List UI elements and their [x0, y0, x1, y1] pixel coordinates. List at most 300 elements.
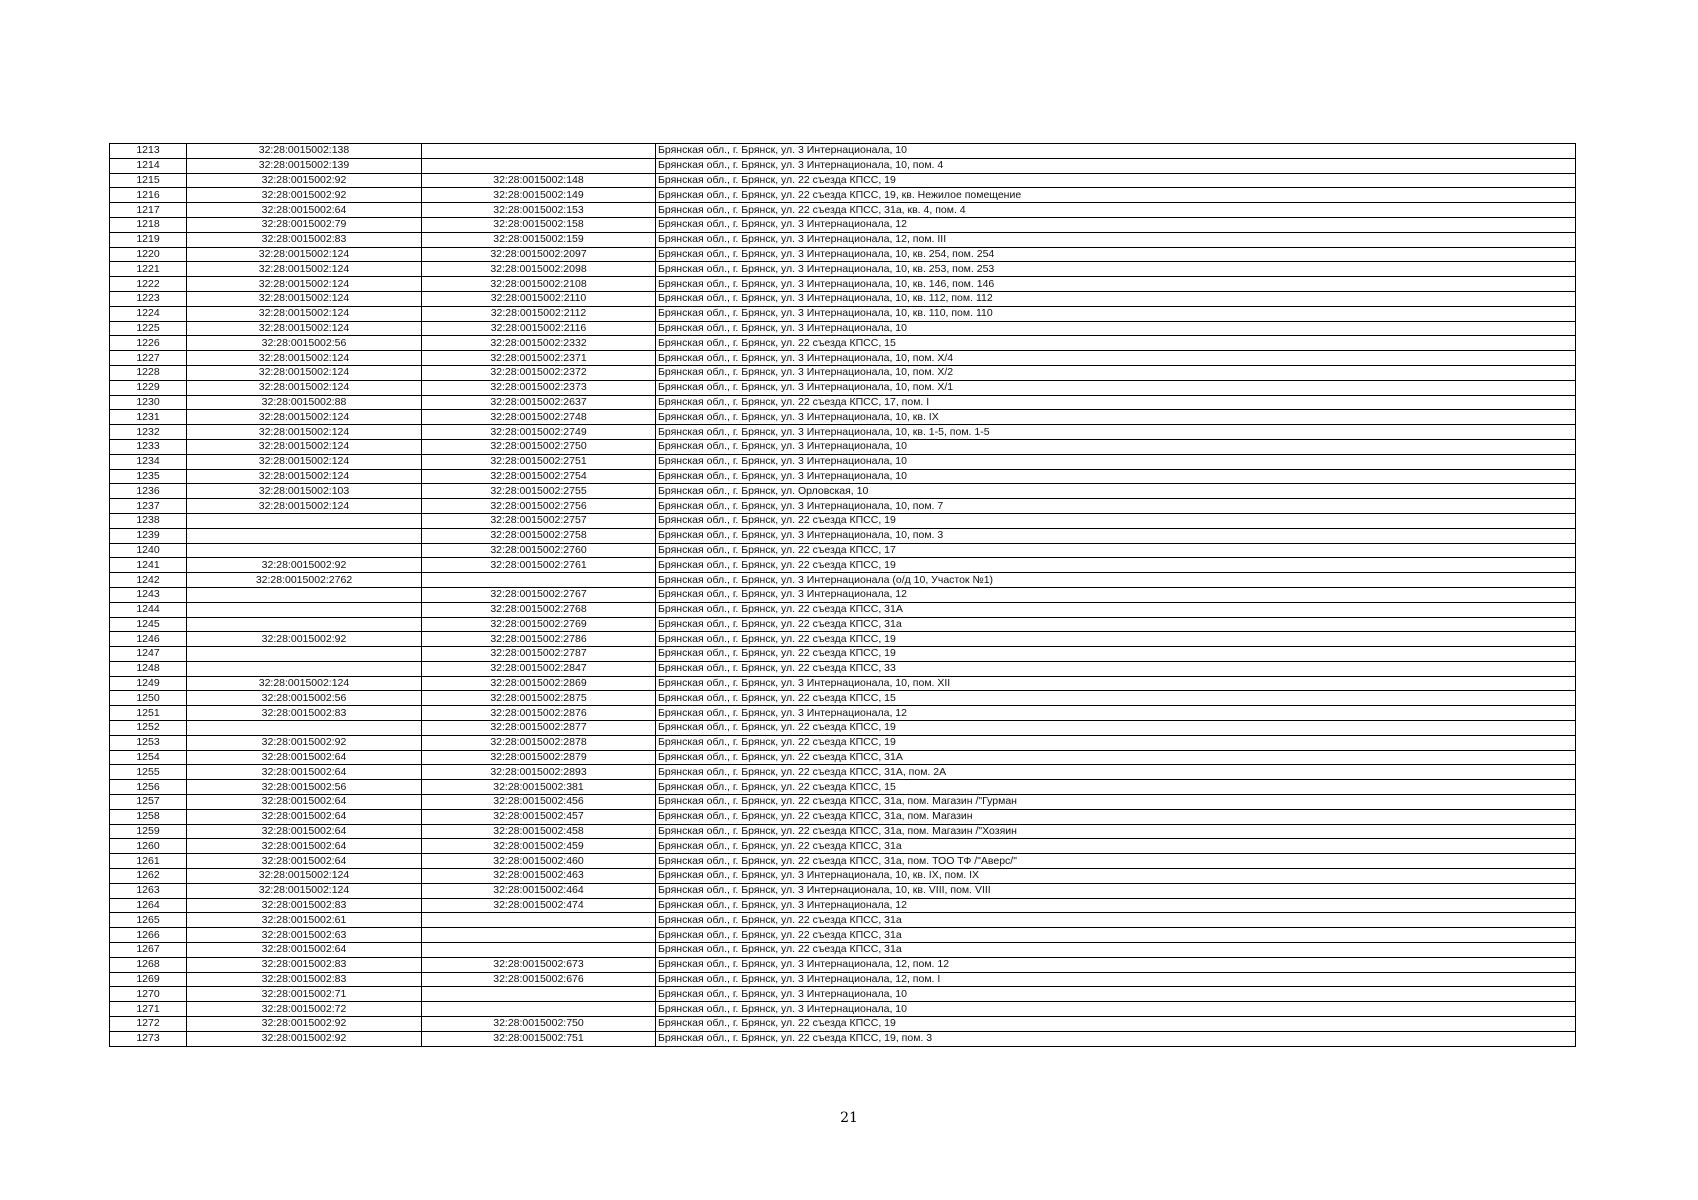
- object-cadastral-number-cell: 32:28:0015002:2332: [422, 336, 656, 351]
- land-cadastral-number-cell: 32:28:0015002:124: [187, 277, 422, 292]
- object-cadastral-number-cell: 32:28:0015002:460: [422, 854, 656, 869]
- row-number-cell: 1271: [110, 1002, 187, 1017]
- row-number-cell: 1272: [110, 1017, 187, 1032]
- address-cell: Брянская обл., г. Брянск, ул. 22 съезда КПСС, 31А: [656, 602, 1576, 617]
- table-row: [110, 676, 1576, 691]
- row-number-cell: 1248: [110, 661, 187, 676]
- row-number-cell: 1229: [110, 380, 187, 395]
- address-cell: Брянская обл., г. Брянск, ул. 3 Интернационала, 10, кв. 1-5, пом. 1-5: [656, 425, 1576, 440]
- address-cell: Брянская обл., г. Брянск, ул. 22 съезда КПСС, 17: [656, 543, 1576, 558]
- land-cadastral-number-cell: 32:28:0015002:124: [187, 869, 422, 884]
- object-cadastral-number-cell: 32:28:0015002:2758: [422, 528, 656, 543]
- row-number-cell: 1222: [110, 277, 187, 292]
- table-row: [110, 499, 1576, 514]
- table-row: [110, 795, 1576, 810]
- address-cell: Брянская обл., г. Брянск, ул. 3 Интернационала, 10, пом. Х/1: [656, 380, 1576, 395]
- address-cell: Брянская обл., г. Брянск, ул. 3 Интернационала, 10, кв. IX, пом. IX: [656, 869, 1576, 884]
- row-number-cell: 1247: [110, 647, 187, 662]
- object-cadastral-number-cell: 32:28:0015002:2754: [422, 469, 656, 484]
- object-cadastral-number-cell: 32:28:0015002:2755: [422, 484, 656, 499]
- land-cadastral-number-cell: 32:28:0015002:92: [187, 1017, 422, 1032]
- table-row: [110, 558, 1576, 573]
- object-cadastral-number-cell: [422, 928, 656, 943]
- land-cadastral-number-cell: 32:28:0015002:64: [187, 824, 422, 839]
- land-cadastral-number-cell: 32:28:0015002:124: [187, 380, 422, 395]
- land-cadastral-number-cell: 32:28:0015002:56: [187, 780, 422, 795]
- object-cadastral-number-cell: 32:28:0015002:2757: [422, 513, 656, 528]
- address-cell: Брянская обл., г. Брянск, ул. 22 съезда КПСС, 17, пом. I: [656, 395, 1576, 410]
- table-row: [110, 543, 1576, 558]
- object-cadastral-number-cell: [422, 987, 656, 1002]
- land-cadastral-number-cell: 32:28:0015002:124: [187, 454, 422, 469]
- land-cadastral-number-cell: [187, 647, 422, 662]
- row-number-cell: 1219: [110, 232, 187, 247]
- table-row: [110, 469, 1576, 484]
- registry-table: [109, 143, 1576, 1047]
- row-number-cell: 1260: [110, 839, 187, 854]
- row-number-cell: 1257: [110, 795, 187, 810]
- address-cell: Брянская обл., г. Брянск, ул. 22 съезда КПСС, 31А: [656, 750, 1576, 765]
- land-cadastral-number-cell: 32:28:0015002:88: [187, 395, 422, 410]
- table-row: [110, 765, 1576, 780]
- land-cadastral-number-cell: 32:28:0015002:92: [187, 735, 422, 750]
- address-cell: Брянская обл., г. Брянск, ул. 22 съезда КПСС, 31а, пом. Магазин /"Хозяин: [656, 824, 1576, 839]
- row-number-cell: 1231: [110, 410, 187, 425]
- table-row: [110, 365, 1576, 380]
- address-cell: Брянская обл., г. Брянск, ул. 22 съезда КПСС, 31а: [656, 943, 1576, 958]
- row-number-cell: 1252: [110, 721, 187, 736]
- object-cadastral-number-cell: 32:28:0015002:459: [422, 839, 656, 854]
- address-cell: Брянская обл., г. Брянск, ул. 3 Интернационала, 10, кв. 253, пом. 253: [656, 262, 1576, 277]
- land-cadastral-number-cell: 32:28:0015002:124: [187, 351, 422, 366]
- row-number-cell: 1220: [110, 247, 187, 262]
- land-cadastral-number-cell: 32:28:0015002:64: [187, 809, 422, 824]
- page-number: 21: [840, 1110, 858, 1126]
- object-cadastral-number-cell: 32:28:0015002:2787: [422, 647, 656, 662]
- table-row: [110, 839, 1576, 854]
- table-row: [110, 854, 1576, 869]
- object-cadastral-number-cell: 32:28:0015002:2097: [422, 247, 656, 262]
- address-cell: Брянская обл., г. Брянск, ул. 3 Интернационала, 10: [656, 469, 1576, 484]
- land-cadastral-number-cell: 32:28:0015002:124: [187, 469, 422, 484]
- table-row: [110, 1017, 1576, 1032]
- land-cadastral-number-cell: 32:28:0015002:64: [187, 854, 422, 869]
- land-cadastral-number-cell: 32:28:0015002:124: [187, 247, 422, 262]
- address-cell: Брянская обл., г. Брянск, ул. 22 съезда КПСС, 31а: [656, 839, 1576, 854]
- table-row: [110, 158, 1576, 173]
- land-cadastral-number-cell: [187, 513, 422, 528]
- land-cadastral-number-cell: 32:28:0015002:92: [187, 632, 422, 647]
- table-row: [110, 395, 1576, 410]
- row-number-cell: 1249: [110, 676, 187, 691]
- row-number-cell: 1251: [110, 706, 187, 721]
- land-cadastral-number-cell: 32:28:0015002:79: [187, 217, 422, 232]
- table-row: [110, 203, 1576, 218]
- row-number-cell: 1246: [110, 632, 187, 647]
- table-row: [110, 780, 1576, 795]
- land-cadastral-number-cell: 32:28:0015002:56: [187, 336, 422, 351]
- row-number-cell: 1216: [110, 188, 187, 203]
- table-row: [110, 454, 1576, 469]
- row-number-cell: 1217: [110, 203, 187, 218]
- table-row: [110, 291, 1576, 306]
- address-cell: Брянская обл., г. Брянск, ул. 3 Интернационала, 10, кв. 146, пом. 146: [656, 277, 1576, 292]
- land-cadastral-number-cell: 32:28:0015002:64: [187, 203, 422, 218]
- object-cadastral-number-cell: [422, 158, 656, 173]
- land-cadastral-number-cell: 32:28:0015002:92: [187, 558, 422, 573]
- table-row: [110, 824, 1576, 839]
- object-cadastral-number-cell: 32:28:0015002:2373: [422, 380, 656, 395]
- row-number-cell: 1235: [110, 469, 187, 484]
- object-cadastral-number-cell: 32:28:0015002:2637: [422, 395, 656, 410]
- object-cadastral-number-cell: 32:28:0015002:2875: [422, 691, 656, 706]
- object-cadastral-number-cell: 32:28:0015002:153: [422, 203, 656, 218]
- address-cell: Брянская обл., г. Брянск, ул. 3 Интернационала, 10, кв. 254, пом. 254: [656, 247, 1576, 262]
- row-number-cell: 1225: [110, 321, 187, 336]
- address-cell: Брянская обл., г. Брянск, ул. 3 Интернационала, 10: [656, 454, 1576, 469]
- land-cadastral-number-cell: 32:28:0015002:64: [187, 765, 422, 780]
- address-cell: Брянская обл., г. Брянск, ул. Орловская, 10: [656, 484, 1576, 499]
- object-cadastral-number-cell: 32:28:0015002:2769: [422, 617, 656, 632]
- land-cadastral-number-cell: [187, 661, 422, 676]
- land-cadastral-number-cell: [187, 543, 422, 558]
- object-cadastral-number-cell: 32:28:0015002:2876: [422, 706, 656, 721]
- row-number-cell: 1258: [110, 809, 187, 824]
- table-row: [110, 513, 1576, 528]
- object-cadastral-number-cell: 32:28:0015002:159: [422, 232, 656, 247]
- table-row: [110, 1002, 1576, 1017]
- row-number-cell: 1240: [110, 543, 187, 558]
- row-number-cell: 1236: [110, 484, 187, 499]
- address-cell: Брянская обл., г. Брянск, ул. 22 съезда КПСС, 31а, кв. 4, пом. 4: [656, 203, 1576, 218]
- land-cadastral-number-cell: 32:28:0015002:124: [187, 365, 422, 380]
- address-cell: Брянская обл., г. Брянск, ул. 22 съезда КПСС, 19: [656, 513, 1576, 528]
- object-cadastral-number-cell: 32:28:0015002:381: [422, 780, 656, 795]
- object-cadastral-number-cell: 32:28:0015002:2877: [422, 721, 656, 736]
- row-number-cell: 1232: [110, 425, 187, 440]
- address-cell: Брянская обл., г. Брянск, ул. 3 Интернационала, 10, пом. XII: [656, 676, 1576, 691]
- land-cadastral-number-cell: [187, 721, 422, 736]
- table-row: [110, 144, 1576, 159]
- table-row: [110, 351, 1576, 366]
- object-cadastral-number-cell: 32:28:0015002:2751: [422, 454, 656, 469]
- object-cadastral-number-cell: 32:28:0015002:2116: [422, 321, 656, 336]
- address-cell: Брянская обл., г. Брянск, ул. 22 съезда КПСС, 19: [656, 632, 1576, 647]
- object-cadastral-number-cell: 32:28:0015002:2749: [422, 425, 656, 440]
- table-row: [110, 573, 1576, 588]
- row-number-cell: 1230: [110, 395, 187, 410]
- land-cadastral-number-cell: 32:28:0015002:63: [187, 928, 422, 943]
- object-cadastral-number-cell: [422, 144, 656, 159]
- address-cell: Брянская обл., г. Брянск, ул. 3 Интернационала, 10, пом. 3: [656, 528, 1576, 543]
- row-number-cell: 1226: [110, 336, 187, 351]
- row-number-cell: 1215: [110, 173, 187, 188]
- address-cell: Брянская обл., г. Брянск, ул. 22 съезда КПСС, 19, пом. 3: [656, 1031, 1576, 1046]
- object-cadastral-number-cell: 32:28:0015002:2879: [422, 750, 656, 765]
- land-cadastral-number-cell: [187, 617, 422, 632]
- registry-table-container: [109, 143, 1575, 1047]
- address-cell: Брянская обл., г. Брянск, ул. 22 съезда КПСС, 31А, пом. 2А: [656, 765, 1576, 780]
- address-cell: Брянская обл., г. Брянск, ул. 3 Интернационала, 12, пом. I: [656, 972, 1576, 987]
- row-number-cell: 1233: [110, 439, 187, 454]
- table-row: [110, 587, 1576, 602]
- table-row: [110, 750, 1576, 765]
- object-cadastral-number-cell: 32:28:0015002:2098: [422, 262, 656, 277]
- land-cadastral-number-cell: [187, 602, 422, 617]
- row-number-cell: 1238: [110, 513, 187, 528]
- table-row: [110, 602, 1576, 617]
- address-cell: Брянская обл., г. Брянск, ул. 22 съезда КПСС, 19, кв. Нежилое помещение: [656, 188, 1576, 203]
- land-cadastral-number-cell: 32:28:0015002:83: [187, 957, 422, 972]
- row-number-cell: 1242: [110, 573, 187, 588]
- row-number-cell: 1273: [110, 1031, 187, 1046]
- land-cadastral-number-cell: 32:28:0015002:83: [187, 898, 422, 913]
- land-cadastral-number-cell: 32:28:0015002:92: [187, 188, 422, 203]
- land-cadastral-number-cell: 32:28:0015002:124: [187, 306, 422, 321]
- address-cell: Брянская обл., г. Брянск, ул. 22 съезда КПСС, 19: [656, 558, 1576, 573]
- object-cadastral-number-cell: 32:28:0015002:2748: [422, 410, 656, 425]
- object-cadastral-number-cell: 32:28:0015002:751: [422, 1031, 656, 1046]
- row-number-cell: 1269: [110, 972, 187, 987]
- row-number-cell: 1221: [110, 262, 187, 277]
- object-cadastral-number-cell: 32:28:0015002:148: [422, 173, 656, 188]
- address-cell: Брянская обл., г. Брянск, ул. 3 Интернационала, 10: [656, 439, 1576, 454]
- address-cell: Брянская обл., г. Брянск, ул. 22 съезда КПСС, 31а, пом. ТОО ТФ /"Аверс/": [656, 854, 1576, 869]
- land-cadastral-number-cell: 32:28:0015002:103: [187, 484, 422, 499]
- row-number-cell: 1267: [110, 943, 187, 958]
- address-cell: Брянская обл., г. Брянск, ул. 3 Интернационала, 12, пом. III: [656, 232, 1576, 247]
- address-cell: Брянская обл., г. Брянск, ул. 22 съезда КПСС, 19: [656, 173, 1576, 188]
- address-cell: Брянская обл., г. Брянск, ул. 22 съезда КПСС, 15: [656, 336, 1576, 351]
- table-row: [110, 987, 1576, 1002]
- table-row: [110, 617, 1576, 632]
- table-row: [110, 632, 1576, 647]
- row-number-cell: 1264: [110, 898, 187, 913]
- row-number-cell: 1213: [110, 144, 187, 159]
- row-number-cell: 1253: [110, 735, 187, 750]
- row-number-cell: 1237: [110, 499, 187, 514]
- object-cadastral-number-cell: [422, 943, 656, 958]
- table-row: [110, 735, 1576, 750]
- object-cadastral-number-cell: 32:28:0015002:456: [422, 795, 656, 810]
- address-cell: Брянская обл., г. Брянск, ул. 3 Интернационала, 10, пом. 7: [656, 499, 1576, 514]
- table-row: [110, 721, 1576, 736]
- land-cadastral-number-cell: 32:28:0015002:124: [187, 262, 422, 277]
- table-row: [110, 706, 1576, 721]
- land-cadastral-number-cell: 32:28:0015002:64: [187, 839, 422, 854]
- address-cell: Брянская обл., г. Брянск, ул. 3 Интернационала, 10, пом. Х/2: [656, 365, 1576, 380]
- table-row: [110, 957, 1576, 972]
- land-cadastral-number-cell: 32:28:0015002:124: [187, 439, 422, 454]
- table-row: [110, 306, 1576, 321]
- registry-table-body: [110, 144, 1576, 1047]
- table-row: [110, 336, 1576, 351]
- table-row: [110, 247, 1576, 262]
- address-cell: Брянская обл., г. Брянск, ул. 3 Интернационала, 12: [656, 217, 1576, 232]
- table-row: [110, 647, 1576, 662]
- address-cell: Брянская обл., г. Брянск, ул. 22 съезда КПСС, 15: [656, 780, 1576, 795]
- table-row: [110, 188, 1576, 203]
- object-cadastral-number-cell: 32:28:0015002:2847: [422, 661, 656, 676]
- row-number-cell: 1214: [110, 158, 187, 173]
- object-cadastral-number-cell: 32:28:0015002:2878: [422, 735, 656, 750]
- row-number-cell: 1223: [110, 291, 187, 306]
- object-cadastral-number-cell: 32:28:0015002:158: [422, 217, 656, 232]
- object-cadastral-number-cell: 32:28:0015002:464: [422, 883, 656, 898]
- land-cadastral-number-cell: 32:28:0015002:124: [187, 883, 422, 898]
- land-cadastral-number-cell: 32:28:0015002:72: [187, 1002, 422, 1017]
- row-number-cell: 1261: [110, 854, 187, 869]
- land-cadastral-number-cell: [187, 587, 422, 602]
- row-number-cell: 1254: [110, 750, 187, 765]
- row-number-cell: 1239: [110, 528, 187, 543]
- row-number-cell: 1243: [110, 587, 187, 602]
- object-cadastral-number-cell: 32:28:0015002:2768: [422, 602, 656, 617]
- row-number-cell: 1227: [110, 351, 187, 366]
- object-cadastral-number-cell: 32:28:0015002:2372: [422, 365, 656, 380]
- address-cell: Брянская обл., г. Брянск, ул. 3 Интернационала, 10, кв. IX: [656, 410, 1576, 425]
- land-cadastral-number-cell: [187, 528, 422, 543]
- row-number-cell: 1265: [110, 913, 187, 928]
- land-cadastral-number-cell: 32:28:0015002:71: [187, 987, 422, 1002]
- table-row: [110, 173, 1576, 188]
- object-cadastral-number-cell: 32:28:0015002:750: [422, 1017, 656, 1032]
- address-cell: Брянская обл., г. Брянск, ул. 3 Интернационала, 10: [656, 1002, 1576, 1017]
- address-cell: Брянская обл., г. Брянск, ул. 3 Интернационала, 10, кв. 110, пом. 110: [656, 306, 1576, 321]
- object-cadastral-number-cell: [422, 913, 656, 928]
- address-cell: Брянская обл., г. Брянск, ул. 3 Интернационала, 12: [656, 706, 1576, 721]
- object-cadastral-number-cell: 32:28:0015002:2761: [422, 558, 656, 573]
- land-cadastral-number-cell: 32:28:0015002:83: [187, 972, 422, 987]
- object-cadastral-number-cell: 32:28:0015002:2110: [422, 291, 656, 306]
- table-row: [110, 943, 1576, 958]
- address-cell: Брянская обл., г. Брянск, ул. 22 съезда КПСС, 31а: [656, 913, 1576, 928]
- land-cadastral-number-cell: 32:28:0015002:92: [187, 1031, 422, 1046]
- table-row: [110, 972, 1576, 987]
- object-cadastral-number-cell: 32:28:0015002:2767: [422, 587, 656, 602]
- object-cadastral-number-cell: 32:28:0015002:2786: [422, 632, 656, 647]
- object-cadastral-number-cell: 32:28:0015002:2893: [422, 765, 656, 780]
- address-cell: Брянская обл., г. Брянск, ул. 22 съезда КПСС, 19: [656, 647, 1576, 662]
- land-cadastral-number-cell: 32:28:0015002:124: [187, 425, 422, 440]
- object-cadastral-number-cell: 32:28:0015002:673: [422, 957, 656, 972]
- land-cadastral-number-cell: 32:28:0015002:124: [187, 410, 422, 425]
- table-row: [110, 869, 1576, 884]
- address-cell: Брянская обл., г. Брянск, ул. 3 Интернационала, 10: [656, 321, 1576, 336]
- table-row: [110, 232, 1576, 247]
- address-cell: Брянская обл., г. Брянск, ул. 22 съезда КПСС, 19: [656, 721, 1576, 736]
- object-cadastral-number-cell: 32:28:0015002:2760: [422, 543, 656, 558]
- address-cell: Брянская обл., г. Брянск, ул. 22 съезда КПСС, 31а: [656, 928, 1576, 943]
- row-number-cell: 1250: [110, 691, 187, 706]
- address-cell: Брянская обл., г. Брянск, ул. 3 Интернационала, 12: [656, 587, 1576, 602]
- row-number-cell: 1266: [110, 928, 187, 943]
- object-cadastral-number-cell: 32:28:0015002:474: [422, 898, 656, 913]
- object-cadastral-number-cell: 32:28:0015002:2371: [422, 351, 656, 366]
- address-cell: Брянская обл., г. Брянск, ул. 22 съезда КПСС, 31а, пом. Магазин /"Гурман: [656, 795, 1576, 810]
- table-row: [110, 262, 1576, 277]
- row-number-cell: 1244: [110, 602, 187, 617]
- row-number-cell: 1241: [110, 558, 187, 573]
- row-number-cell: 1234: [110, 454, 187, 469]
- address-cell: Брянская обл., г. Брянск, ул. 3 Интернационала, 10, кв. VIII, пом. VIII: [656, 883, 1576, 898]
- table-row: [110, 691, 1576, 706]
- table-row: [110, 410, 1576, 425]
- land-cadastral-number-cell: 32:28:0015002:92: [187, 173, 422, 188]
- land-cadastral-number-cell: 32:28:0015002:56: [187, 691, 422, 706]
- row-number-cell: 1256: [110, 780, 187, 795]
- land-cadastral-number-cell: 32:28:0015002:83: [187, 706, 422, 721]
- table-row: [110, 321, 1576, 336]
- row-number-cell: 1270: [110, 987, 187, 1002]
- object-cadastral-number-cell: 32:28:0015002:2869: [422, 676, 656, 691]
- table-row: [110, 913, 1576, 928]
- object-cadastral-number-cell: 32:28:0015002:463: [422, 869, 656, 884]
- table-row: [110, 809, 1576, 824]
- land-cadastral-number-cell: 32:28:0015002:124: [187, 676, 422, 691]
- land-cadastral-number-cell: 32:28:0015002:64: [187, 943, 422, 958]
- row-number-cell: 1262: [110, 869, 187, 884]
- row-number-cell: 1268: [110, 957, 187, 972]
- land-cadastral-number-cell: 32:28:0015002:138: [187, 144, 422, 159]
- address-cell: Брянская обл., г. Брянск, ул. 3 Интернационала, 10, пом. 4: [656, 158, 1576, 173]
- address-cell: Брянская обл., г. Брянск, ул. 3 Интернационала, 10, кв. 112, пом. 112: [656, 291, 1576, 306]
- object-cadastral-number-cell: 32:28:0015002:458: [422, 824, 656, 839]
- object-cadastral-number-cell: 32:28:0015002:2112: [422, 306, 656, 321]
- address-cell: Брянская обл., г. Брянск, ул. 3 Интернационала (о/д 10, Участок №1): [656, 573, 1576, 588]
- table-row: [110, 528, 1576, 543]
- table-row: [110, 277, 1576, 292]
- table-row: [110, 661, 1576, 676]
- land-cadastral-number-cell: 32:28:0015002:64: [187, 795, 422, 810]
- object-cadastral-number-cell: [422, 1002, 656, 1017]
- address-cell: Брянская обл., г. Брянск, ул. 22 съезда КПСС, 15: [656, 691, 1576, 706]
- land-cadastral-number-cell: 32:28:0015002:83: [187, 232, 422, 247]
- land-cadastral-number-cell: 32:28:0015002:124: [187, 321, 422, 336]
- object-cadastral-number-cell: 32:28:0015002:2756: [422, 499, 656, 514]
- row-number-cell: 1259: [110, 824, 187, 839]
- land-cadastral-number-cell: 32:28:0015002:61: [187, 913, 422, 928]
- object-cadastral-number-cell: 32:28:0015002:676: [422, 972, 656, 987]
- address-cell: Брянская обл., г. Брянск, ул. 22 съезда КПСС, 19: [656, 1017, 1576, 1032]
- land-cadastral-number-cell: 32:28:0015002:124: [187, 291, 422, 306]
- table-row: [110, 425, 1576, 440]
- row-number-cell: 1218: [110, 217, 187, 232]
- row-number-cell: 1263: [110, 883, 187, 898]
- table-row: [110, 1031, 1576, 1046]
- table-row: [110, 898, 1576, 913]
- table-row: [110, 928, 1576, 943]
- table-row: [110, 380, 1576, 395]
- row-number-cell: 1228: [110, 365, 187, 380]
- table-row: [110, 217, 1576, 232]
- address-cell: Брянская обл., г. Брянск, ул. 3 Интернационала, 12: [656, 898, 1576, 913]
- address-cell: Брянская обл., г. Брянск, ул. 3 Интернационала, 12, пом. 12: [656, 957, 1576, 972]
- object-cadastral-number-cell: 32:28:0015002:2750: [422, 439, 656, 454]
- address-cell: Брянская обл., г. Брянск, ул. 22 съезда КПСС, 19: [656, 735, 1576, 750]
- table-row: [110, 883, 1576, 898]
- address-cell: Брянская обл., г. Брянск, ул. 3 Интернационала, 10, пом. Х/4: [656, 351, 1576, 366]
- land-cadastral-number-cell: 32:28:0015002:2762: [187, 573, 422, 588]
- land-cadastral-number-cell: 32:28:0015002:124: [187, 499, 422, 514]
- address-cell: Брянская обл., г. Брянск, ул. 3 Интернационала, 10: [656, 144, 1576, 159]
- address-cell: Брянская обл., г. Брянск, ул. 22 съезда КПСС, 31а, пом. Магазин: [656, 809, 1576, 824]
- address-cell: Брянская обл., г. Брянск, ул. 3 Интернационала, 10: [656, 987, 1576, 1002]
- object-cadastral-number-cell: 32:28:0015002:457: [422, 809, 656, 824]
- table-row: [110, 484, 1576, 499]
- table-row: [110, 439, 1576, 454]
- address-cell: Брянская обл., г. Брянск, ул. 22 съезда КПСС, 31а: [656, 617, 1576, 632]
